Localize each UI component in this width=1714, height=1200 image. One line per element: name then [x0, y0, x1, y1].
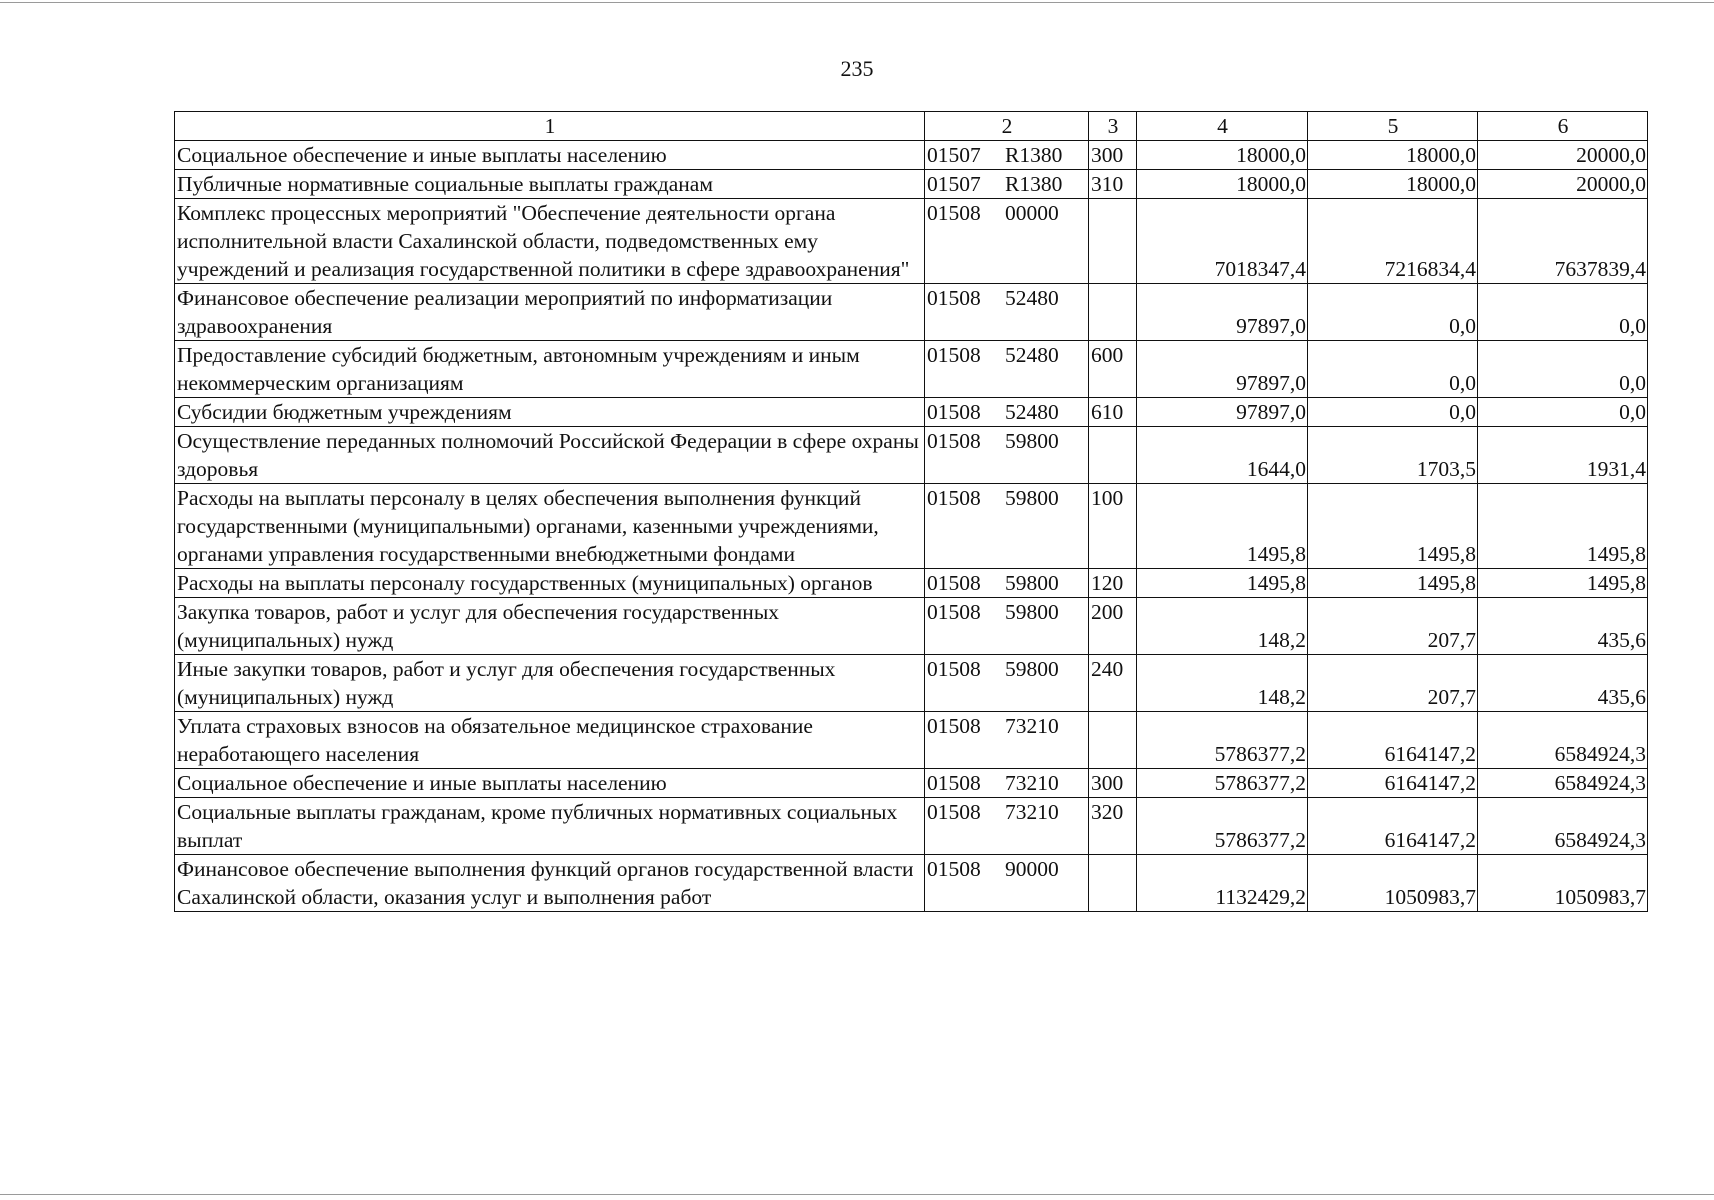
expense-type-cell: 100 — [1089, 484, 1137, 569]
page-number: 235 — [840, 56, 874, 81]
amount-cell-v6: 20000,0 — [1478, 170, 1648, 199]
amount-cell-v6: 6584924,3 — [1478, 798, 1648, 855]
row-code-cell — [925, 398, 1089, 427]
row-code-cell — [925, 427, 1089, 484]
amount-cell-v4: 7018347,4 — [1137, 199, 1308, 284]
table-row — [175, 427, 1648, 484]
amount-cell-v6: 1495,8 — [1478, 484, 1648, 569]
row-code-cell — [925, 798, 1089, 855]
amount-cell-v4: 97897,0 — [1137, 341, 1308, 398]
amount-cell-v4: 1495,8 — [1137, 484, 1308, 569]
table-row — [175, 655, 1648, 712]
direction-code: 52480 — [1005, 400, 1059, 424]
table-row — [175, 712, 1648, 769]
row-name-cell: Социальные выплаты гражданам, кроме публичных нормативных социальных выплат — [175, 798, 925, 855]
direction-code: 59800 — [1005, 429, 1059, 453]
program-code: 01507 — [927, 143, 981, 167]
direction-code: 59800 — [1005, 600, 1059, 624]
row-code-cell — [925, 569, 1089, 598]
program-code: 01508 — [927, 600, 981, 624]
expense-type-cell: 320 — [1089, 798, 1137, 855]
row-code-cell — [925, 769, 1089, 798]
table-row — [175, 769, 1648, 798]
program-code: 01508 — [927, 714, 981, 738]
scan-edge-bottom — [0, 1194, 1714, 1195]
expense-type-cell — [1089, 712, 1137, 769]
amount-cell-v6: 435,6 — [1478, 655, 1648, 712]
amount-cell-v5: 1495,8 — [1308, 569, 1478, 598]
direction-code: 00000 — [1005, 201, 1059, 225]
row-name-cell: Предоставление субсидий бюджетным, автономным учреждениям и иным некоммерческим организациям — [175, 341, 925, 398]
row-name-cell: Расходы на выплаты персоналу государственных (муниципальных) органов — [175, 569, 925, 598]
amount-cell-v6: 20000,0 — [1478, 141, 1648, 170]
row-name-cell: Комплекс процессных мероприятий "Обеспечение деятельности органа исполнительной власти Сахалинской области, подведомственных ему учреждений и реализация государственной политики в сфере здравоохранения" — [175, 199, 925, 284]
row-code-cell — [925, 855, 1089, 912]
column-header-2: 2 — [925, 112, 1089, 141]
program-code: 01508 — [927, 486, 981, 510]
table-row — [175, 598, 1648, 655]
program-code: 01508 — [927, 286, 981, 310]
row-name-cell: Финансовое обеспечение реализации мероприятий по информатизации здравоохранения — [175, 284, 925, 341]
program-code: 01508 — [927, 857, 981, 881]
column-header-6: 6 — [1478, 112, 1648, 141]
row-name-cell: Осуществление переданных полномочий Российской Федерации в сфере охраны здоровья — [175, 427, 925, 484]
expense-type-cell — [1089, 284, 1137, 341]
table-row — [175, 398, 1648, 427]
row-name-cell: Закупка товаров, работ и услуг для обеспечения государственных (муниципальных) нужд — [175, 598, 925, 655]
amount-cell-v6: 7637839,4 — [1478, 199, 1648, 284]
row-name-cell: Социальное обеспечение и иные выплаты населению — [175, 141, 925, 170]
amount-cell-v4: 1132429,2 — [1137, 855, 1308, 912]
amount-cell-v4: 1644,0 — [1137, 427, 1308, 484]
direction-code: 73210 — [1005, 714, 1059, 738]
amount-cell-v5: 0,0 — [1308, 341, 1478, 398]
row-code-cell — [925, 484, 1089, 569]
row-name-cell: Расходы на выплаты персоналу в целях обеспечения выполнения функций государственными (муниципальными) органами, казенными учреждениями, органами управления государственными внебюджетными фондами — [175, 484, 925, 569]
amount-cell-v4: 148,2 — [1137, 598, 1308, 655]
amount-cell-v4: 97897,0 — [1137, 284, 1308, 341]
amount-cell-v5: 7216834,4 — [1308, 199, 1478, 284]
amount-cell-v4: 97897,0 — [1137, 398, 1308, 427]
table-row — [175, 484, 1648, 569]
table-row — [175, 199, 1648, 284]
amount-cell-v4: 1495,8 — [1137, 569, 1308, 598]
column-header-1: 1 — [175, 112, 925, 141]
column-header-5: 5 — [1308, 112, 1478, 141]
row-code-cell — [925, 141, 1089, 170]
expense-type-cell: 120 — [1089, 569, 1137, 598]
amount-cell-v4: 5786377,2 — [1137, 769, 1308, 798]
expense-type-cell — [1089, 199, 1137, 284]
row-code-cell — [925, 598, 1089, 655]
table-header-row — [175, 112, 1648, 141]
direction-code: R1380 — [1005, 143, 1063, 167]
expense-type-cell: 300 — [1089, 141, 1137, 170]
amount-cell-v5: 207,7 — [1308, 598, 1478, 655]
table-row — [175, 170, 1648, 199]
amount-cell-v6: 0,0 — [1478, 341, 1648, 398]
expense-type-cell: 240 — [1089, 655, 1137, 712]
amount-cell-v5: 6164147,2 — [1308, 712, 1478, 769]
program-code: 01508 — [927, 400, 981, 424]
amount-cell-v5: 1050983,7 — [1308, 855, 1478, 912]
amount-cell-v5: 1495,8 — [1308, 484, 1478, 569]
amount-cell-v4: 5786377,2 — [1137, 712, 1308, 769]
amount-cell-v6: 1050983,7 — [1478, 855, 1648, 912]
table-row — [175, 798, 1648, 855]
row-code-cell — [925, 284, 1089, 341]
column-header-4: 4 — [1137, 112, 1308, 141]
program-code: 01508 — [927, 201, 981, 225]
program-code: 01508 — [927, 800, 981, 824]
direction-code: R1380 — [1005, 172, 1063, 196]
amount-cell-v5: 1703,5 — [1308, 427, 1478, 484]
row-name-cell: Уплата страховых взносов на обязательное медицинское страхование неработающего населения — [175, 712, 925, 769]
amount-cell-v5: 6164147,2 — [1308, 769, 1478, 798]
table-body — [175, 141, 1648, 912]
amount-cell-v6: 6584924,3 — [1478, 769, 1648, 798]
program-code: 01508 — [927, 771, 981, 795]
table-row — [175, 569, 1648, 598]
budget-table — [174, 111, 1648, 912]
row-name-cell: Социальное обеспечение и иные выплаты населению — [175, 769, 925, 798]
expense-type-cell: 610 — [1089, 398, 1137, 427]
amount-cell-v6: 0,0 — [1478, 284, 1648, 341]
amount-cell-v5: 0,0 — [1308, 284, 1478, 341]
direction-code: 59800 — [1005, 486, 1059, 510]
amount-cell-v4: 18000,0 — [1137, 141, 1308, 170]
table-row — [175, 855, 1648, 912]
row-name-cell: Публичные нормативные социальные выплаты гражданам — [175, 170, 925, 199]
amount-cell-v5: 207,7 — [1308, 655, 1478, 712]
direction-code: 59800 — [1005, 571, 1059, 595]
expense-type-cell: 200 — [1089, 598, 1137, 655]
row-code-cell — [925, 341, 1089, 398]
column-header-3: 3 — [1089, 112, 1137, 141]
direction-code: 73210 — [1005, 771, 1059, 795]
row-code-cell — [925, 199, 1089, 284]
direction-code: 52480 — [1005, 286, 1059, 310]
amount-cell-v5: 0,0 — [1308, 398, 1478, 427]
table-row — [175, 141, 1648, 170]
program-code: 01508 — [927, 343, 981, 367]
row-name-cell: Субсидии бюджетным учреждениям — [175, 398, 925, 427]
amount-cell-v4: 148,2 — [1137, 655, 1308, 712]
program-code: 01507 — [927, 172, 981, 196]
row-name-cell: Иные закупки товаров, работ и услуг для обеспечения государственных (муниципальных) нужд — [175, 655, 925, 712]
direction-code: 59800 — [1005, 657, 1059, 681]
expense-type-cell: 600 — [1089, 341, 1137, 398]
program-code: 01508 — [927, 657, 981, 681]
amount-cell-v6: 1495,8 — [1478, 569, 1648, 598]
row-code-cell — [925, 712, 1089, 769]
expense-type-cell — [1089, 855, 1137, 912]
amount-cell-v5: 18000,0 — [1308, 170, 1478, 199]
direction-code: 90000 — [1005, 857, 1059, 881]
direction-code: 73210 — [1005, 800, 1059, 824]
row-name-cell: Финансовое обеспечение выполнения функций органов государственной власти Сахалинской области, оказания услуг и выполнения работ — [175, 855, 925, 912]
row-code-cell — [925, 655, 1089, 712]
table-row — [175, 284, 1648, 341]
expense-type-cell — [1089, 427, 1137, 484]
expense-type-cell: 300 — [1089, 769, 1137, 798]
scan-edge-top — [0, 2, 1714, 3]
amount-cell-v4: 18000,0 — [1137, 170, 1308, 199]
program-code: 01508 — [927, 571, 981, 595]
amount-cell-v5: 18000,0 — [1308, 141, 1478, 170]
amount-cell-v6: 6584924,3 — [1478, 712, 1648, 769]
table-row — [175, 341, 1648, 398]
amount-cell-v6: 0,0 — [1478, 398, 1648, 427]
amount-cell-v5: 6164147,2 — [1308, 798, 1478, 855]
program-code: 01508 — [927, 429, 981, 453]
direction-code: 52480 — [1005, 343, 1059, 367]
expense-type-cell: 310 — [1089, 170, 1137, 199]
row-code-cell — [925, 170, 1089, 199]
amount-cell-v6: 1931,4 — [1478, 427, 1648, 484]
amount-cell-v4: 5786377,2 — [1137, 798, 1308, 855]
amount-cell-v6: 435,6 — [1478, 598, 1648, 655]
